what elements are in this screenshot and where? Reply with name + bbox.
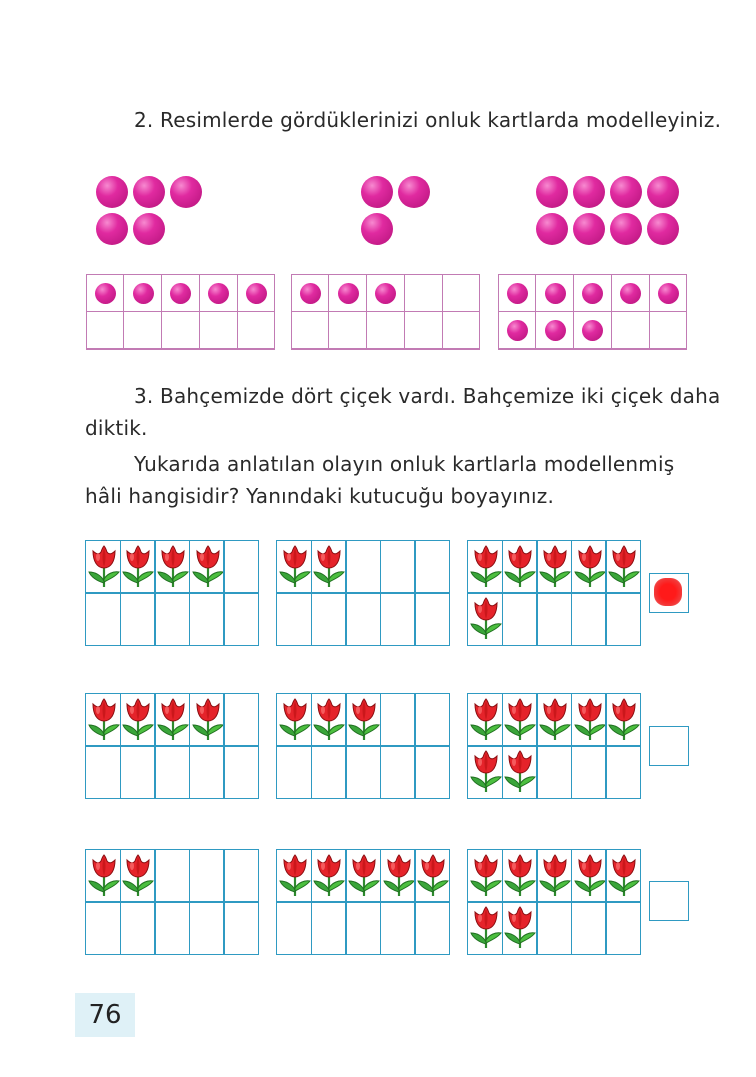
- frame-cell: [276, 592, 312, 646]
- frame-cell: [414, 901, 450, 955]
- tulip-icon: [607, 545, 641, 589]
- frame-cell: [345, 849, 381, 903]
- frame-cell: [536, 693, 572, 747]
- frame-cell: [502, 693, 538, 747]
- frame-cell: [120, 693, 156, 747]
- frame-cell[interactable]: [291, 274, 330, 313]
- tulip-icon: [573, 854, 607, 898]
- ball: [620, 283, 641, 304]
- frame-cell: [276, 849, 312, 903]
- frame-cell: [380, 592, 416, 646]
- frame-cell: [154, 745, 190, 799]
- ball: [610, 176, 642, 208]
- ball: [536, 176, 568, 208]
- frame-cell: [311, 693, 347, 747]
- question-2-text: 2. Resimlerde gördüklerinizi onluk kartlarda modelleyiniz.: [134, 108, 722, 132]
- page-number: 76: [75, 993, 135, 1037]
- tulip-ten-frame: [85, 693, 258, 797]
- answer-checkbox[interactable]: [649, 881, 689, 921]
- frame-cell: [223, 540, 259, 594]
- frame-cell: [120, 540, 156, 594]
- tulip-icon: [469, 698, 503, 742]
- ball: [300, 283, 321, 304]
- tulip-icon: [278, 545, 312, 589]
- frame-cell: [120, 745, 156, 799]
- frame-cell: [467, 693, 503, 747]
- tulip-icon: [503, 698, 537, 742]
- tulip-icon: [156, 698, 190, 742]
- frame-cell: [502, 901, 538, 955]
- frame-cell: [467, 901, 503, 955]
- tulip-icon: [503, 750, 537, 794]
- question-3-line1: 3. Bahçemizde dört çiçek vardı. Bahçemize iki çiçek daha: [134, 384, 721, 408]
- ball: [545, 283, 566, 304]
- frame-cell: [345, 745, 381, 799]
- ball: [507, 283, 528, 304]
- tulip-icon: [469, 854, 503, 898]
- tulip-icon: [312, 545, 346, 589]
- tulip-icon: [538, 545, 572, 589]
- ball: [95, 283, 116, 304]
- frame-cell[interactable]: [123, 274, 162, 313]
- ball: [582, 283, 603, 304]
- frame-cell: [154, 592, 190, 646]
- frame-cell: [571, 901, 607, 955]
- tulip-icon: [503, 545, 537, 589]
- tulip-icon: [469, 545, 503, 589]
- frame-cell[interactable]: [649, 311, 688, 350]
- tulip-ten-frame: [85, 849, 258, 953]
- frame-cell: [380, 849, 416, 903]
- tulip-ten-frame: [467, 849, 640, 953]
- answer-checkbox[interactable]: [649, 726, 689, 766]
- tulip-ten-frame: [276, 693, 449, 797]
- ball: [361, 176, 393, 208]
- tulip-icon: [191, 545, 225, 589]
- question-3-line4: hâli hangisidir? Yanındaki kutucuğu boyayınız.: [85, 484, 555, 508]
- frame-cell[interactable]: [573, 311, 612, 350]
- answer-checkbox[interactable]: [649, 573, 689, 613]
- frame-cell[interactable]: [328, 274, 367, 313]
- frame-cell: [85, 745, 121, 799]
- frame-cell: [85, 540, 121, 594]
- frame-cell: [311, 901, 347, 955]
- frame-cell[interactable]: [86, 274, 125, 313]
- frame-cell[interactable]: [535, 311, 574, 350]
- frame-cell: [571, 693, 607, 747]
- frame-cell[interactable]: [237, 311, 276, 350]
- frame-cell: [502, 849, 538, 903]
- tulip-icon: [87, 854, 121, 898]
- ball: [647, 213, 679, 245]
- frame-cell: [380, 540, 416, 594]
- frame-cell: [467, 849, 503, 903]
- frame-cell: [276, 540, 312, 594]
- frame-cell: [571, 849, 607, 903]
- frame-cell: [154, 693, 190, 747]
- frame-cell: [85, 693, 121, 747]
- tulip-icon: [191, 698, 225, 742]
- frame-cell: [571, 745, 607, 799]
- frame-cell: [154, 540, 190, 594]
- frame-cell: [502, 540, 538, 594]
- tulip-icon: [87, 698, 121, 742]
- frame-cell: [276, 693, 312, 747]
- frame-cell[interactable]: [498, 311, 537, 350]
- frame-cell[interactable]: [535, 274, 574, 313]
- tulip-ten-frame: [85, 540, 258, 644]
- ball: [96, 213, 128, 245]
- ball: [582, 320, 603, 341]
- pink-ten-frame: [86, 274, 275, 349]
- frame-cell: [345, 540, 381, 594]
- frame-cell: [571, 540, 607, 594]
- frame-cell[interactable]: [291, 311, 330, 350]
- tulip-icon: [607, 698, 641, 742]
- frame-cell[interactable]: [366, 311, 405, 350]
- tulip-icon: [87, 545, 121, 589]
- ball: [573, 176, 605, 208]
- tulip-icon: [573, 545, 607, 589]
- frame-cell: [120, 592, 156, 646]
- frame-cell: [189, 693, 225, 747]
- tulip-icon: [278, 854, 312, 898]
- frame-cell[interactable]: [611, 311, 650, 350]
- frame-cell[interactable]: [123, 311, 162, 350]
- frame-cell: [380, 901, 416, 955]
- frame-cell[interactable]: [237, 274, 276, 313]
- frame-cell: [605, 745, 641, 799]
- frame-cell: [467, 745, 503, 799]
- frame-cell: [189, 901, 225, 955]
- question-3-line2: diktik.: [85, 416, 148, 440]
- frame-cell[interactable]: [573, 274, 612, 313]
- ball: [398, 176, 430, 208]
- ball: [573, 213, 605, 245]
- tulip-icon: [278, 698, 312, 742]
- frame-cell: [154, 849, 190, 903]
- frame-cell: [536, 540, 572, 594]
- frame-cell: [311, 592, 347, 646]
- frame-cell: [311, 540, 347, 594]
- tulip-icon: [503, 854, 537, 898]
- frame-cell: [276, 745, 312, 799]
- ball: [507, 320, 528, 341]
- tulip-icon: [607, 854, 641, 898]
- question-3-line3: Yukarıda anlatılan olayın onluk kartlarla modellenmiş: [134, 452, 675, 476]
- frame-cell[interactable]: [611, 274, 650, 313]
- frame-cell[interactable]: [649, 274, 688, 313]
- frame-cell: [311, 849, 347, 903]
- frame-cell: [571, 592, 607, 646]
- frame-cell: [414, 592, 450, 646]
- frame-cell: [223, 901, 259, 955]
- frame-cell: [536, 745, 572, 799]
- frame-cell[interactable]: [199, 311, 238, 350]
- tulip-icon: [156, 545, 190, 589]
- ball: [536, 213, 568, 245]
- frame-cell: [223, 745, 259, 799]
- ball: [246, 283, 267, 304]
- frame-cell[interactable]: [199, 274, 238, 313]
- tulip-icon: [121, 698, 155, 742]
- frame-cell: [502, 745, 538, 799]
- frame-cell: [605, 849, 641, 903]
- frame-cell: [189, 540, 225, 594]
- frame-cell: [605, 592, 641, 646]
- frame-cell: [380, 693, 416, 747]
- frame-cell: [223, 849, 259, 903]
- tulip-icon: [121, 854, 155, 898]
- frame-cell: [223, 693, 259, 747]
- tulip-icon: [469, 597, 503, 641]
- frame-cell: [85, 849, 121, 903]
- tulip-ten-frame: [276, 540, 449, 644]
- tulip-icon: [347, 854, 381, 898]
- tulip-icon: [416, 854, 450, 898]
- ball: [545, 320, 566, 341]
- frame-cell: [414, 745, 450, 799]
- frame-cell: [414, 540, 450, 594]
- frame-cell: [536, 592, 572, 646]
- frame-cell: [605, 693, 641, 747]
- ball: [133, 283, 154, 304]
- ball: [338, 283, 359, 304]
- frame-cell: [345, 901, 381, 955]
- frame-cell: [311, 745, 347, 799]
- frame-cell[interactable]: [366, 274, 405, 313]
- tulip-icon: [538, 854, 572, 898]
- ball: [133, 176, 165, 208]
- tulip-icon: [312, 698, 346, 742]
- frame-cell: [345, 592, 381, 646]
- ball: [375, 283, 396, 304]
- frame-cell: [85, 592, 121, 646]
- frame-cell[interactable]: [442, 311, 481, 350]
- ball: [133, 213, 165, 245]
- tulip-icon: [573, 698, 607, 742]
- tulip-icon: [121, 545, 155, 589]
- ball: [361, 213, 393, 245]
- tulip-ten-frame: [276, 849, 449, 953]
- frame-cell: [85, 901, 121, 955]
- frame-cell: [120, 901, 156, 955]
- frame-cell: [605, 901, 641, 955]
- tulip-ten-frame: [467, 693, 640, 797]
- frame-cell: [467, 592, 503, 646]
- frame-cell[interactable]: [404, 274, 443, 313]
- frame-cell[interactable]: [498, 274, 537, 313]
- frame-cell[interactable]: [86, 311, 125, 350]
- frame-cell: [467, 540, 503, 594]
- frame-cell[interactable]: [161, 274, 200, 313]
- tulip-icon: [469, 750, 503, 794]
- pink-ten-frame: [291, 274, 480, 349]
- frame-cell: [189, 849, 225, 903]
- frame-cell[interactable]: [442, 274, 481, 313]
- frame-cell: [605, 540, 641, 594]
- frame-cell: [154, 901, 190, 955]
- frame-cell: [189, 592, 225, 646]
- tulip-icon: [312, 854, 346, 898]
- ball: [96, 176, 128, 208]
- frame-cell: [120, 849, 156, 903]
- frame-cell: [380, 745, 416, 799]
- frame-cell: [345, 693, 381, 747]
- tulip-icon: [382, 854, 416, 898]
- tulip-icon: [503, 906, 537, 950]
- tulip-icon: [347, 698, 381, 742]
- frame-cell: [414, 849, 450, 903]
- frame-cell: [189, 745, 225, 799]
- ball: [610, 213, 642, 245]
- frame-cell: [536, 849, 572, 903]
- ball: [658, 283, 679, 304]
- pink-ten-frame: [498, 274, 687, 349]
- tulip-ten-frame: [467, 540, 640, 644]
- ball: [208, 283, 229, 304]
- frame-cell[interactable]: [404, 311, 443, 350]
- ball: [170, 176, 202, 208]
- tulip-icon: [538, 698, 572, 742]
- ball: [647, 176, 679, 208]
- ball: [170, 283, 191, 304]
- frame-cell: [502, 592, 538, 646]
- frame-cell: [414, 693, 450, 747]
- frame-cell[interactable]: [328, 311, 367, 350]
- frame-cell[interactable]: [161, 311, 200, 350]
- frame-cell: [223, 592, 259, 646]
- tulip-icon: [469, 906, 503, 950]
- frame-cell: [536, 901, 572, 955]
- frame-cell: [276, 901, 312, 955]
